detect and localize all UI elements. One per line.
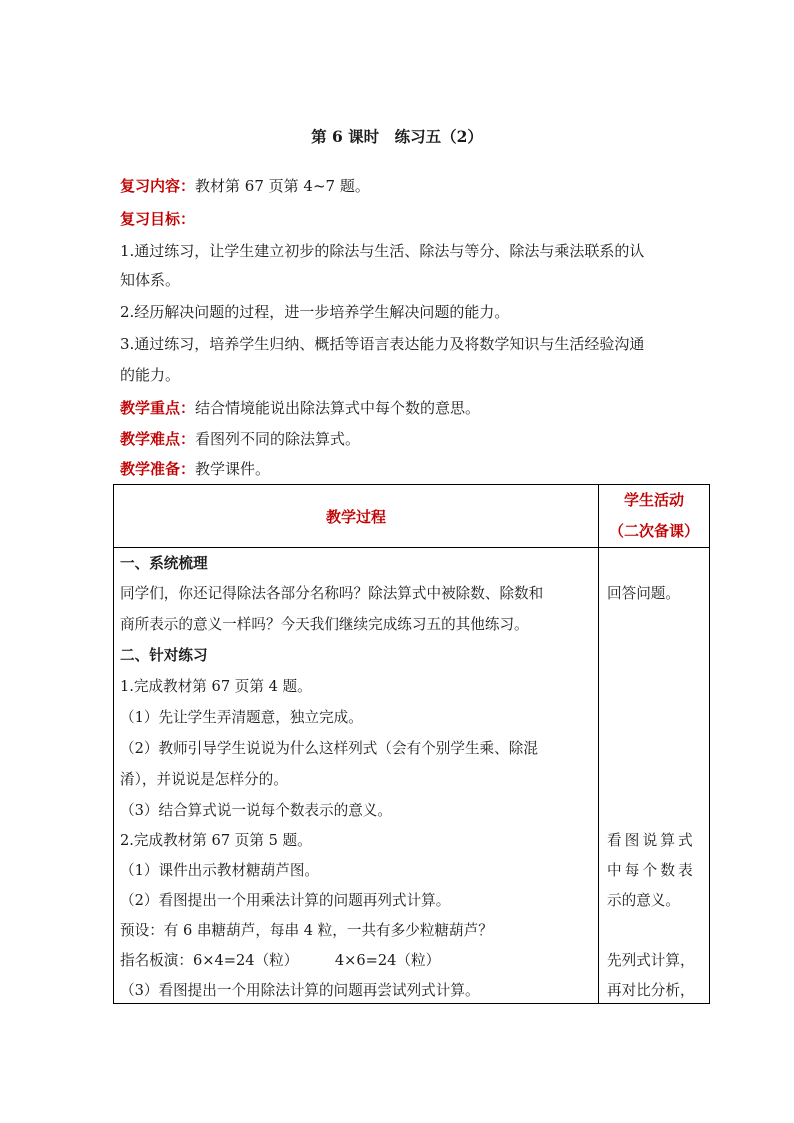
process-line: （3）结合算式说一说每个数表示的意义。 xyxy=(120,802,392,819)
process-line: 同学们，你还记得除法各部分名称吗？除法算式中被除数、除数和 xyxy=(120,585,544,602)
process-line: （1）课件出示教材糖葫芦图。 xyxy=(120,862,320,879)
activity-line: 示的意义。 xyxy=(607,892,680,909)
key-point-text: 结合情境能说出除法算式中每个数的意思。 xyxy=(195,399,481,417)
review-content-text: 教材第 67 页第 4~7 题。 xyxy=(195,177,370,195)
preparation-text: 教学课件。 xyxy=(195,460,271,478)
process-line: 商所表示的意义一样吗？今天我们继续完成练习五的其他练习。 xyxy=(120,616,529,633)
header-teaching-process-label: 教学过程 xyxy=(325,507,386,526)
activity-line: 回答问题。 xyxy=(607,585,680,602)
key-point-label: 教学重点： xyxy=(120,399,196,417)
review-goal-line: 1.通过练习，让学生建立初步的除法与生活、除法与等分、除法与乘法联系的认 xyxy=(120,242,645,260)
key-point xyxy=(120,398,480,418)
activity-line: 先列式计算， xyxy=(607,952,695,969)
process-line: （1）先让学生弄清题意，独立完成。 xyxy=(120,709,363,726)
page-title: 第 6 课时 练习五（2） xyxy=(311,127,483,146)
header-student-activity-line: 学生活动 xyxy=(623,491,684,509)
process-line: 指名板演：6×4=24（粒） 4×6=24（粒） xyxy=(120,952,441,969)
lesson-table xyxy=(113,484,710,1004)
header-teaching-process xyxy=(114,485,599,548)
process-line: （3）看图提出一个用除法计算的问题再尝试列式计算。 xyxy=(120,982,480,999)
teaching-process-cell xyxy=(114,548,599,1004)
review-goal-line: 3.通过练习，培养学生归纳、概括等语言表达能力及将数学知识与生活经验沟通 xyxy=(120,335,645,353)
student-activity-cell xyxy=(599,548,710,1004)
process-line: （2）看图提出一个用乘法计算的问题再列式计算。 xyxy=(120,892,451,909)
activity-line: 看图说算式 xyxy=(607,832,696,849)
process-line: 预设：有 6 串糖葫芦，每串 4 粒，一共有多少粒糖葫芦？ xyxy=(120,922,493,939)
preparation-label: 教学准备： xyxy=(120,460,196,478)
process-line: 2.完成教材第 67 页第 5 题。 xyxy=(120,832,312,849)
section-heading: 二、针对练习 xyxy=(120,647,208,664)
preparation xyxy=(120,459,270,479)
header-student-activity xyxy=(599,485,710,548)
process-line: 淆），并说说是怎样分的。 xyxy=(120,771,288,788)
difficulty xyxy=(120,429,360,449)
review-goal-line: 2.经历解决问题的过程，进一步培养学生解决问题的能力。 xyxy=(120,303,510,321)
difficulty-label: 教学难点： xyxy=(120,430,196,448)
section-heading: 一、系统梳理 xyxy=(120,555,208,572)
review-goals-label: 复习目标： xyxy=(120,210,196,228)
review-content-label: 复习内容： xyxy=(120,177,196,195)
activity-line: 中每个数表 xyxy=(607,862,696,879)
header-student-activity-line: （二次备课） xyxy=(608,522,699,540)
process-line: 1.完成教材第 67 页第 4 题。 xyxy=(120,678,312,695)
activity-line: 再对比分析， xyxy=(607,982,695,999)
review-goal-line: 知体系。 xyxy=(120,271,181,289)
process-line: （2）教师引导学生说说为什么这样列式（会有个别学生乘、除混 xyxy=(120,740,538,757)
difficulty-text: 看图列不同的除法算式。 xyxy=(195,430,361,448)
review-goal-line: 的能力。 xyxy=(120,366,181,384)
review-content xyxy=(120,176,370,196)
